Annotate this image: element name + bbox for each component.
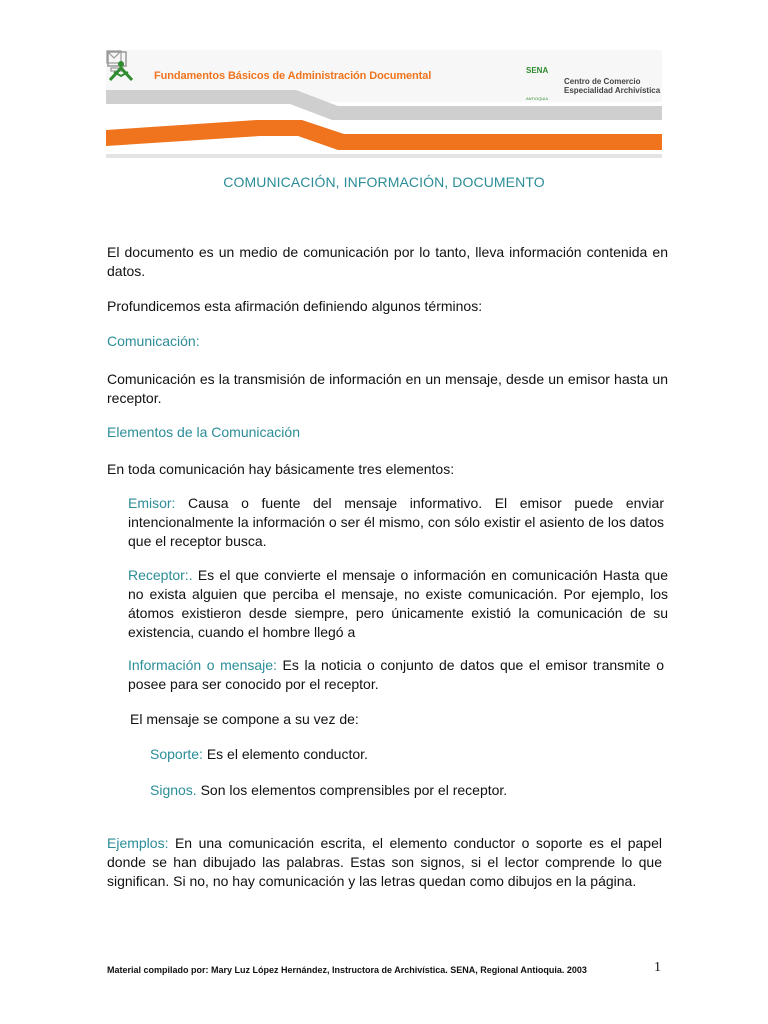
intro-paragraph: El documento es un medio de comunicación por lo tanto, lleva información contenida en datos.: [107, 244, 668, 279]
receptor-paragraph: [128, 566, 668, 642]
mensaje-intro: El mensaje se compone a su vez de:: [130, 711, 359, 727]
elementos-intro: En toda comunicación hay básicamente tres elementos:: [107, 461, 455, 477]
signos-text: Son los elementos comprensibles por el receptor.: [196, 782, 508, 798]
page-number: 1: [654, 960, 661, 975]
centro-label: [564, 77, 660, 95]
signos-label: Signos.: [150, 782, 197, 798]
header-banner: [106, 50, 662, 172]
definition-comunicacion: Comunicación es la transmisión de información en un mensaje, desde un emisor hasta un receptor.: [107, 371, 668, 406]
receptor-text: Es el que convierte el mensaje o información en comunicación Hasta que no exista alguien que perciba el mensaje, no existe comunicación. Por ejemplo, los átomos existieron desde siempre, pero únicamente existió la comunicación de su existencia, cuando el hombre llegó a: [128, 567, 668, 640]
soporte-text: Es el elemento conductor.: [202, 746, 368, 762]
course-title: Fundamentos Básicos de Administración Documental: [154, 70, 432, 82]
emisor-label: Emisor:: [128, 495, 176, 511]
centro-line-1: Centro de Comercio: [564, 77, 641, 86]
soporte-paragraph: [150, 745, 650, 764]
footer-credit: Material compilado por: Mary Luz López Hernández, Instructora de Archivística. SENA, Regional Antioquia. 2003: [107, 965, 587, 975]
heading-comunicacion: Comunicación:: [107, 333, 200, 349]
signos-paragraph: [150, 781, 650, 800]
ejemplos-text: En una comunicación escrita, el elemento conductor o soporte es el papel donde se han dibujado las palabras. Estas son signos, si el lector comprende lo que significan. Si no, no hay comunicación y las letras quedan como dibujos en la página.: [107, 835, 662, 889]
receptor-label: Receptor:.: [128, 567, 193, 583]
sena-logo: [106, 50, 136, 90]
informacion-text: Es la noticia o conjunto de datos que el emisor transmite o posee para ser conocido por el receptor.: [128, 657, 664, 692]
emisor-text: Causa o fuente del mensaje informativo. El emisor puede enviar intencionalmente la información o ser él mismo, con sólo existir el asiento de los datos que el receptor busca.: [128, 495, 664, 549]
informacion-label: Información o mensaje:: [128, 657, 277, 673]
heading-elementos: Elementos de la Comunicación: [107, 424, 300, 440]
ejemplos-label: Ejemplos:: [107, 835, 169, 851]
ejemplos-paragraph: [107, 834, 662, 891]
banner-graphic: [106, 50, 662, 172]
logo-text: SENA: [526, 66, 549, 75]
soporte-label: Soporte:: [150, 746, 203, 762]
document-title: COMUNICACIÓN, INFORMACIÓN, DOCUMENTO: [223, 174, 545, 190]
logo-subtext: ANTIOQUIA: [526, 96, 549, 101]
centro-line-2: Especialidad Archivística: [564, 86, 661, 95]
informacion-paragraph: [128, 656, 664, 694]
emisor-paragraph: [128, 494, 664, 551]
intro-paragraph-2: Profundicemos esta afirmación definiendo algunos términos:: [107, 298, 483, 314]
